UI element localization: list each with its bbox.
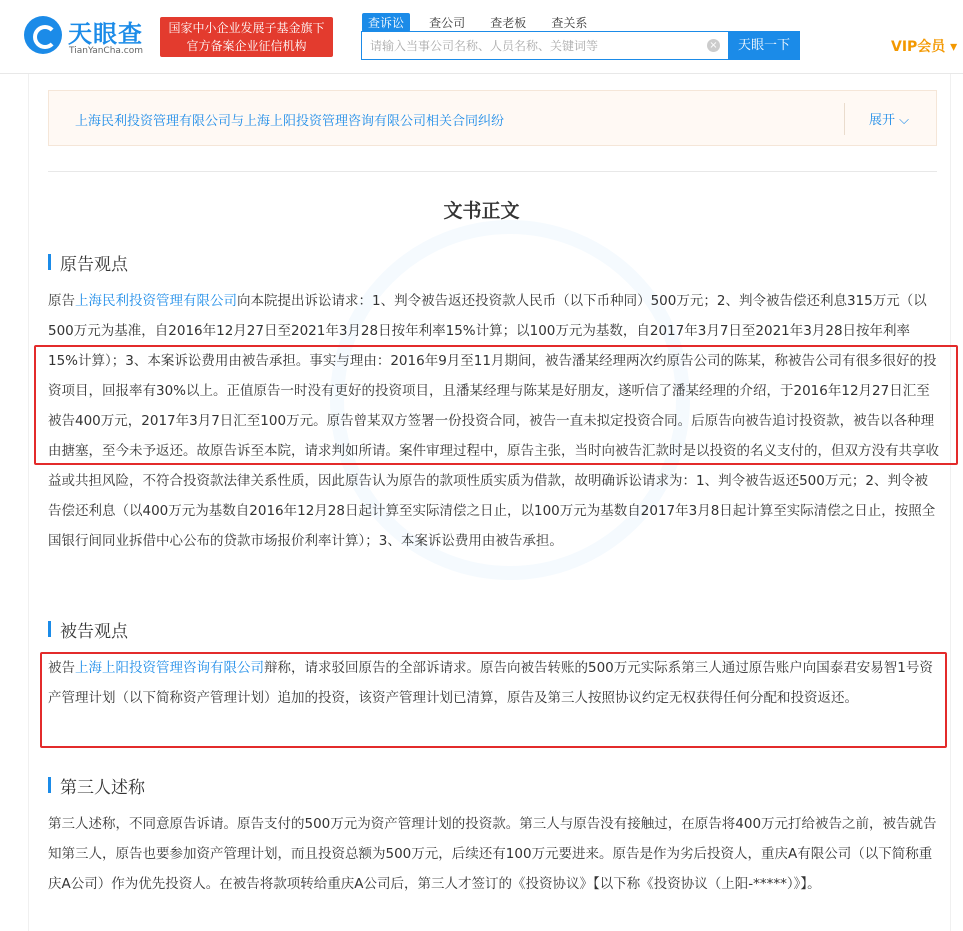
search-button[interactable]: 天眼一下	[728, 31, 800, 60]
chevron-down-icon: ⌵	[899, 113, 910, 128]
related-case-box	[48, 90, 937, 146]
tab-relation[interactable]: 查关系	[551, 16, 588, 30]
highlight-box-plaintiff	[34, 345, 958, 465]
document-title: 文书正文	[443, 200, 520, 222]
search-box	[361, 31, 729, 60]
plaintiff-company-link[interactable]: 上海民利投资管理有限公司	[75, 293, 237, 309]
plaintiff-heading: 原告观点	[48, 250, 128, 275]
official-badge	[160, 17, 333, 57]
vip-member-link[interactable]: VIP会员 ▾	[891, 39, 958, 55]
plaintiff-text: 向本院提出诉讼请求：1、判令被告返还投资款人民币（以下币种同）500万元；2、判令被告偿还利息315万元（以500万元为基准，自2016年12月27日至2021年3月28日按年利率15%计算；以100万元为基数，自2017年3月7日至2021年3月28日按年利率15%计算）；3、本案诉讼费用由被告承担。事实与理由：2016年9月至11月期间，被告潘某经理两次约原告公司的陈某，称被告公司有很多很好的投资项目，回报率有30%以上。正值原告一时没有更好的投资项目，且潘某经理与陈某是好朋友，遂听信了潘某经理的介绍，于2016年12月27日汇至被告400万元，2017年3月7日汇至100万元。原告曾某双方签署一份投资合同，被告一直未拟定投资合同。后原告向被告追讨投资款，被告以各种理由搪塞，至今未予返还。故原告诉至本院，请求判如所请。案件审理过程中，原告主张，当时向被告汇款时是以投资的名义支付的，但双方没有共享收益或共担风险，不符合投资款法律关系性质，因此原告认为原告的款项性质实质为借款，故明确诉讼请求为：1、判令被告返还500万元；2、判令被告偿还利息（以400万元为基数自2016年12月28日起计算至实际清偿之日止，以100万元为基数自2017年3月8日起计算至实际清偿之日止，按照全国银行间同业拆借中心公布的贷款市场报价利率计算）；3、本案诉讼费用由被告承担。	[48, 293, 939, 549]
search-input[interactable]	[362, 32, 692, 59]
search-tabs	[362, 12, 601, 32]
clear-icon[interactable]: ×	[707, 39, 720, 52]
section-divider	[48, 171, 937, 172]
expand-button[interactable]	[869, 109, 909, 128]
tianyancha-logo[interactable]	[24, 14, 154, 58]
tab-lawsuit[interactable]: 查诉讼	[362, 13, 410, 32]
logo-text: 天眼查	[68, 20, 143, 48]
tab-company[interactable]: 查公司	[429, 16, 466, 30]
expand-label: 展开	[869, 113, 896, 128]
plaintiff-prefix: 原告	[48, 293, 75, 309]
third-party-paragraph: 第三人述称，不同意原告诉请。原告支付的500万元为资产管理计划的投资款。第三人与原告没有接触过，在原告将400万元打给被告之前，被告就告知第三人，原告也要参加资产管理计划，而且投资总额为500万元，后续还有100万元要进来。原告是作为劣后投资人，重庆A有限公司（以下简称重庆A公司）作为优先投资人。在被告将款项转给重庆A公司后，第三人才签订的《投资协议》【以下称《投资协议（上阳-*****）》】。	[48, 816, 937, 892]
highlight-box-defendant	[40, 652, 947, 748]
badge-line-2: 官方备案企业征信机构	[186, 39, 307, 53]
defendant-prefix: 被告	[48, 660, 75, 676]
badge-line-1: 国家中小企业发展子基金旗下	[168, 21, 325, 35]
logo-eye-icon	[24, 16, 62, 54]
defendant-heading: 被告观点	[48, 617, 128, 642]
top-navigation-bar	[0, 0, 963, 74]
defendant-company-link[interactable]: 上海上阳投资管理咨询有限公司	[75, 660, 264, 676]
tab-boss[interactable]: 查老板	[490, 16, 527, 30]
related-case-link[interactable]: 上海民利投资管理有限公司与上海上阳投资管理咨询有限公司相关合同纠纷	[75, 114, 505, 129]
defendant-text: 辩称，请求驳回原告的全部诉请求。原告向被告转账的500万元实际系第三人通过原告账户向国泰君安易智1号资产管理计划（以下简称资产管理计划）追加的投资，该资产管理计划已清算，原告及第三人按照协议约定无权获得任何分配和投资返还。	[48, 660, 933, 706]
logo-domain: TianYanCha.com	[69, 46, 144, 56]
divider	[844, 103, 845, 135]
third-party-heading: 第三人述称	[48, 773, 145, 798]
